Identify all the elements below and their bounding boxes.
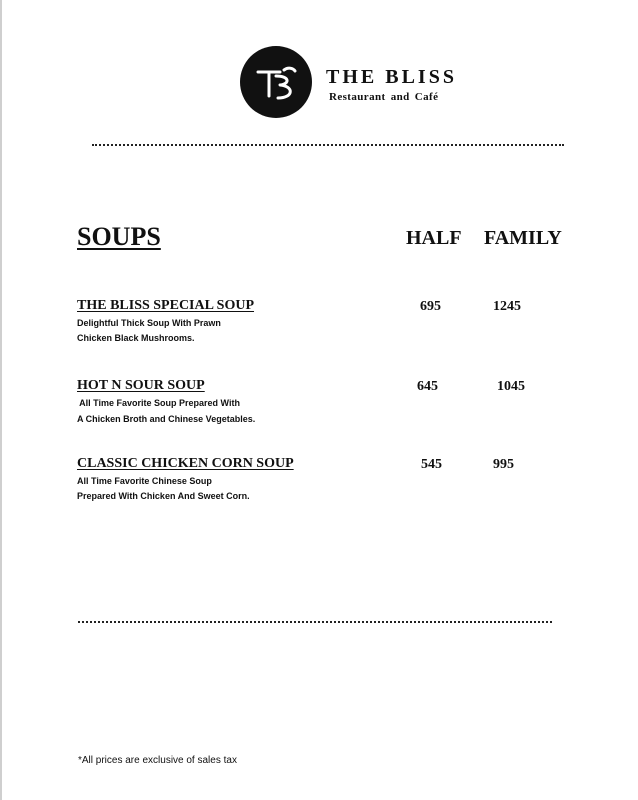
section-title: SOUPS — [77, 222, 161, 251]
logo-graphic — [240, 46, 312, 118]
menu-item-description-line: All Time Favorite Soup Prepared With — [77, 398, 240, 408]
menu-item-name: HOT N SOUR SOUP — [77, 378, 205, 393]
brand-tagline: Restaurant and Café — [329, 91, 439, 103]
divider-top — [92, 144, 564, 146]
price-half: 545 — [421, 457, 442, 472]
menu-item-description-line: All Time Favorite Chinese Soup — [77, 476, 212, 486]
tax-note: *All prices are exclusive of sales tax — [78, 755, 237, 766]
price-half: 645 — [417, 379, 438, 394]
price-family: 1045 — [497, 379, 525, 394]
price-family: 995 — [493, 457, 514, 472]
menu-item-name: CLASSIC CHICKEN CORN SOUP — [77, 456, 294, 471]
menu-item-name: THE BLISS SPECIAL SOUP — [77, 298, 255, 313]
tb-monogram-logo-icon — [240, 46, 312, 118]
divider-bottom — [78, 621, 552, 623]
brand-name: THE BLISS — [326, 66, 457, 88]
page-edge — [0, 0, 2, 800]
menu-item-description-line: Chicken Black Mushrooms. — [77, 333, 195, 343]
price-family: 1245 — [493, 299, 521, 314]
menu-item-description-line: A Chicken Broth and Chinese Vegetables. — [77, 414, 256, 424]
price-half: 695 — [420, 299, 441, 314]
menu-item-description-line: Prepared With Chicken And Sweet Corn. — [77, 491, 250, 501]
column-header-family: FAMILY — [484, 227, 562, 249]
menu-item-description-line: Delightful Thick Soup With Prawn — [77, 318, 221, 328]
column-header-half: HALF — [406, 227, 462, 249]
